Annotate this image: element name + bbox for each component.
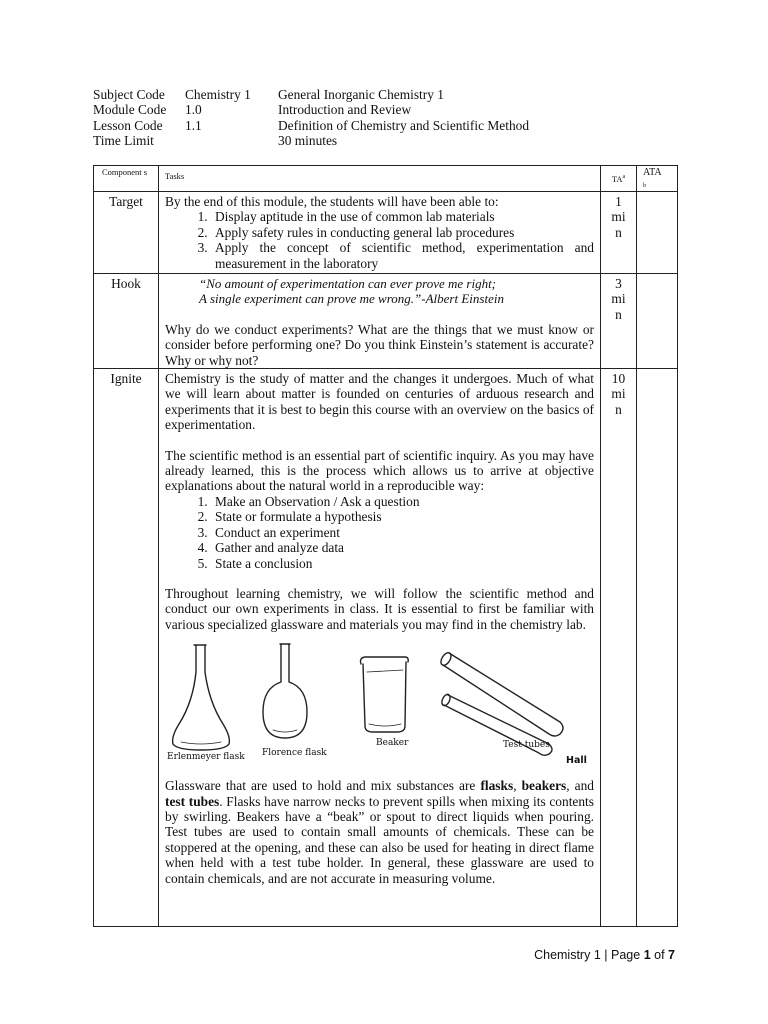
ata-label: ATA (643, 167, 662, 178)
beaker-label: Beaker (376, 738, 409, 749)
ta-label: TA (611, 173, 623, 184)
test-tubes-label: Test tubes (503, 740, 550, 751)
lesson-table (93, 165, 678, 927)
list-item: 4. Gather and analyze data (211, 540, 594, 555)
footer-separator: | (604, 948, 608, 962)
tasks-hook (159, 274, 601, 369)
para4-text: Glassware that are used to hold and mix substances are (165, 778, 481, 794)
header-code: 1.1 (185, 117, 202, 133)
tasks-ignite (159, 369, 601, 927)
header-label: Module Code (93, 102, 167, 118)
header-code (185, 133, 278, 148)
header-desc: General Inorganic Chemistry 1 (278, 87, 444, 102)
col-header-tasks: Tasks (159, 166, 601, 192)
ta-hook (601, 274, 637, 369)
header-code: Chemistry 1 (185, 87, 251, 102)
list-item: 1. Display aptitude in the use of common lab materials (211, 209, 594, 224)
header-row-lesson (93, 118, 529, 133)
header-desc: Definition of Chemistry and Scientific Method (278, 117, 530, 133)
header-code: 1.0 (185, 102, 202, 118)
header-label: Time Limit (93, 133, 154, 149)
ta-value: 1 mi n (611, 194, 626, 240)
col-header-components: Component s (94, 166, 159, 192)
table-header-row (94, 166, 678, 192)
ata-ignite (637, 369, 678, 927)
beaker-illustration (361, 657, 409, 732)
scientific-method-steps (165, 494, 594, 571)
glassware-drawing (159, 642, 591, 770)
florence-flask-illustration (263, 644, 307, 738)
erlenmeyer-label: Erlenmeyer flask (167, 752, 245, 763)
list-item: 5. State a conclusion (211, 556, 594, 571)
image-credit: Hall (566, 755, 587, 767)
tasks-target (159, 192, 601, 274)
header-desc: Introduction and Review (278, 102, 412, 118)
footer-page-number: 1 (643, 948, 651, 962)
hook-quote-line1: “No amount of experimentation can ever prove me right; (199, 276, 497, 291)
ta-ignite (601, 369, 637, 927)
target-intro: By the end of this module, the students will have been able to: (165, 194, 499, 209)
col-header-ta (601, 166, 637, 192)
ignite-para1: Chemistry is the study of matter and the changes it undergoes. Much of what we will learn about matter is founded on centuries of arduous research and experiments that it is best to begin this course with an overview on the basics of experimentation. (165, 371, 594, 433)
table-row-ignite (94, 369, 678, 927)
para4-rest: . Flasks have narrow necks to prevent spills when mixing its contents by swirling. Beakers have a “beak” or spout to direct liquids when pouring. Test tubes are used to contain small amounts of chemicals. These can be stoppered at the opening, and these can also be used for heating in direct flame when held with a test tube holder. In general, these glassware are used to contain chemicals, and are not accurate in measuring volume. (165, 793, 594, 886)
lesson-header (93, 87, 529, 149)
list-item: 2. Apply safety rules in conducting general lab procedures (211, 225, 594, 240)
term-beakers: beakers (521, 778, 567, 794)
header-row-time (93, 133, 529, 148)
ta-value: 10 mi n (611, 371, 626, 417)
list-item: 3. Conduct an experiment (211, 525, 594, 540)
ta-target (601, 192, 637, 274)
ignite-para3: Throughout learning chemistry, we will follow the scientific method and conduct our own experiments in class. It is essential to first be familiar with various specialized glassware and materials you may find in the chemistry lab. (165, 585, 594, 632)
erlenmeyer-flask-illustration (173, 645, 230, 750)
list-item: 1. Make an Observation / Ask a question (211, 494, 594, 509)
term-test-tubes: test tubes (165, 793, 220, 809)
list-item: 2. State or formulate a hypothesis (211, 509, 594, 524)
page-footer (534, 948, 675, 962)
hook-quote-line2: A single experiment can prove me wrong.”-Albert Einstein (199, 291, 504, 307)
ata-sub: b (643, 183, 646, 189)
ta-sup: a (622, 174, 626, 180)
footer-page-total: 7 (668, 948, 675, 962)
header-label: Subject Code (93, 87, 165, 102)
para4-sep: , (513, 778, 522, 794)
footer-subject: Chemistry 1 (534, 948, 601, 962)
footer-of: of (654, 948, 665, 962)
florence-label: Florence flask (262, 748, 327, 759)
ignite-para4 (165, 778, 594, 886)
col-header-ata (637, 166, 678, 192)
ignite-para2: The scientific method is an essential part of scientific inquiry. As you may have already learned, this is the process which allows us to arrive at objective explanations about the natural world in a reproducible way: (165, 447, 594, 494)
component-ignite: Ignite (94, 369, 159, 927)
target-list (165, 209, 594, 271)
hook-question: Why do we conduct experiments? What are the things that we must know or consider before performing one? Do you think Einstein’s statement is accurate? Why or why not? (165, 321, 594, 368)
list-item: 3. Apply the concept of scientific method, experimentation and measurement in the laboratory (211, 240, 594, 271)
glassware-figure (159, 642, 591, 770)
header-row-subject (93, 87, 529, 102)
component-hook: Hook (94, 274, 159, 369)
para4-sep: , and (566, 778, 594, 794)
table-row-hook (94, 274, 678, 369)
header-row-module (93, 102, 529, 117)
header-label: Lesson Code (93, 117, 163, 133)
footer-page-word: Page (611, 948, 641, 962)
term-flasks: flasks (480, 778, 514, 794)
ata-target (637, 192, 678, 274)
ta-value: 3 mi n (611, 276, 626, 322)
ata-hook (637, 274, 678, 369)
header-desc: 30 minutes (278, 133, 338, 149)
table-row-target (94, 192, 678, 274)
component-target: Target (94, 192, 159, 274)
